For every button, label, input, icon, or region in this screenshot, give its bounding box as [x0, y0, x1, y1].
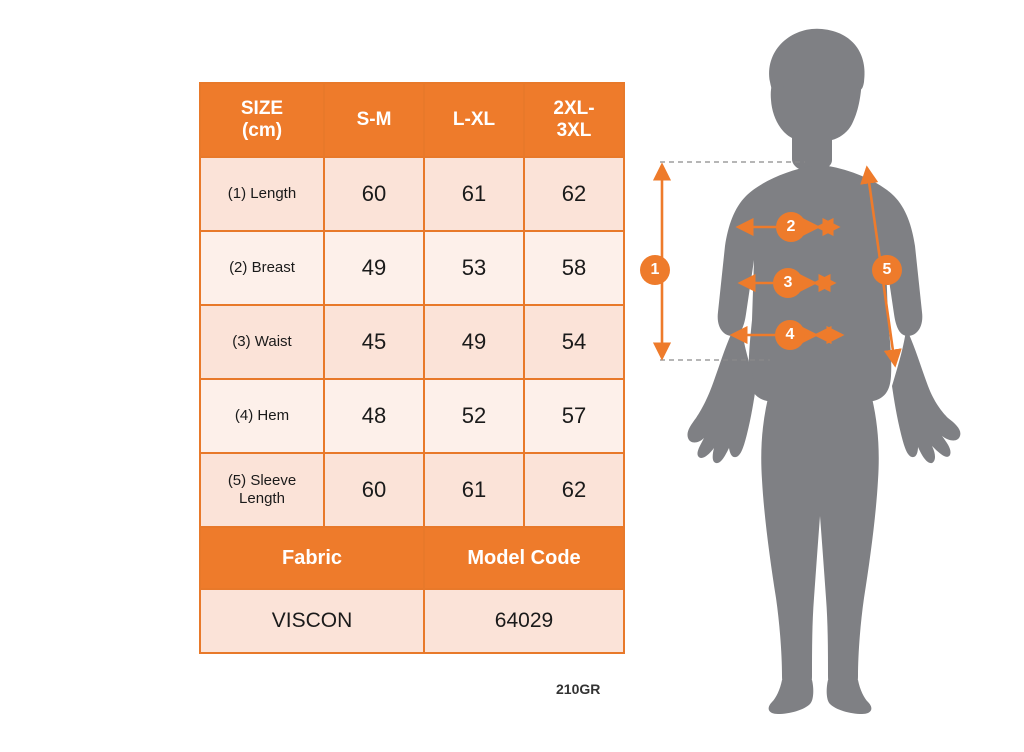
- badge-3-waist: 3: [773, 268, 803, 298]
- header-2xl-line2: 3XL: [556, 120, 592, 141]
- fabric-header-row: [200, 527, 624, 589]
- row-label-breast: (2) Breast: [200, 231, 324, 305]
- table-row: [200, 305, 624, 379]
- header-lxl: L-XL: [424, 83, 524, 157]
- table-row: [200, 453, 624, 527]
- header-size-line2: (cm): [241, 120, 283, 141]
- row-label-sleeve-line2: Length: [239, 490, 285, 507]
- measurement-figure: [620, 20, 1020, 720]
- badge-1-length: 1: [640, 255, 670, 285]
- header-size-line1: SIZE: [240, 98, 284, 120]
- size-chart-table: [199, 82, 625, 654]
- badge-4-hem: 4: [775, 320, 805, 350]
- cell-length-lxl: 61: [424, 157, 524, 231]
- header-fabric: Fabric: [200, 527, 424, 589]
- cell-hem-2xl: 57: [524, 379, 624, 453]
- cell-hem-lxl: 52: [424, 379, 524, 453]
- value-model-code: 64029: [424, 589, 624, 653]
- row-label-sleeve-line1: (5) Sleeve: [227, 472, 297, 489]
- row-label-hem: (4) Hem: [200, 379, 324, 453]
- header-2xl-line1: 2XL-: [553, 98, 595, 120]
- cell-waist-lxl: 49: [424, 305, 524, 379]
- badge-5-sleeve-length: 5: [872, 255, 902, 285]
- cell-breast-sm: 49: [324, 231, 424, 305]
- table-row: [200, 379, 624, 453]
- header-size: [200, 83, 324, 157]
- cell-waist-sm: 45: [324, 305, 424, 379]
- cell-hem-sm: 48: [324, 379, 424, 453]
- row-label-sleeve-length: [200, 453, 324, 527]
- table-header-row: [200, 83, 624, 157]
- cell-length-sm: 60: [324, 157, 424, 231]
- table-row: [200, 157, 624, 231]
- value-fabric: VISCON: [200, 589, 424, 653]
- row-label-waist: (3) Waist: [200, 305, 324, 379]
- cell-sleeve-2xl: 62: [524, 453, 624, 527]
- table-row: [200, 231, 624, 305]
- badge-2-breast: 2: [776, 212, 806, 242]
- header-sm: S-M: [324, 83, 424, 157]
- cell-breast-2xl: 58: [524, 231, 624, 305]
- cell-sleeve-lxl: 61: [424, 453, 524, 527]
- row-label-length: (1) Length: [200, 157, 324, 231]
- header-2xl-3xl: [524, 83, 624, 157]
- cell-breast-lxl: 53: [424, 231, 524, 305]
- female-silhouette-icon: [620, 20, 1020, 720]
- cell-length-2xl: 62: [524, 157, 624, 231]
- fabric-value-row: [200, 589, 624, 653]
- cell-sleeve-sm: 60: [324, 453, 424, 527]
- header-model-code: Model Code: [424, 527, 624, 589]
- fabric-weight-note: 210GR: [556, 681, 601, 697]
- cell-waist-2xl: 54: [524, 305, 624, 379]
